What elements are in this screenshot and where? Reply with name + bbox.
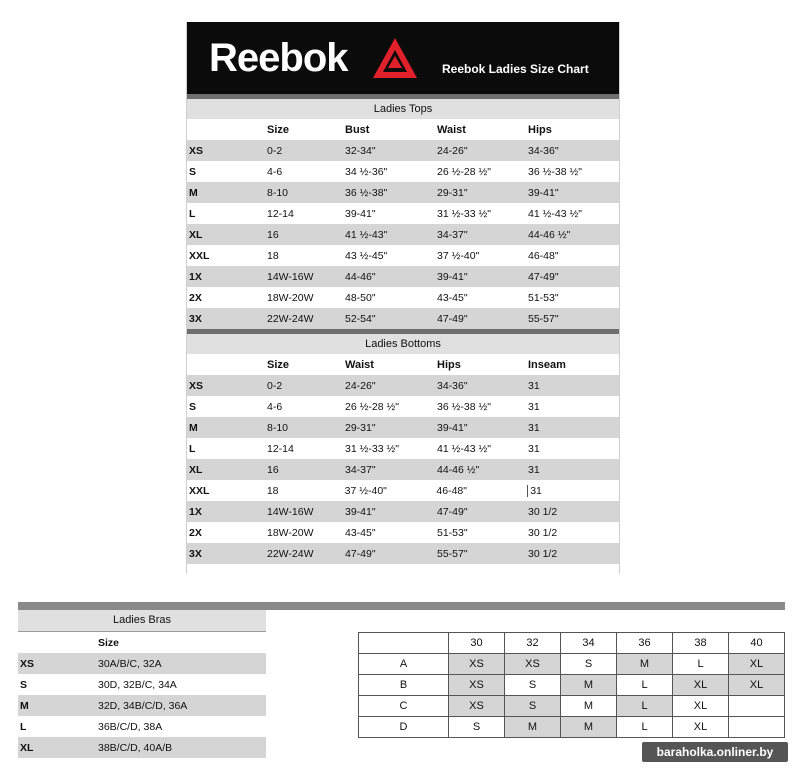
table-row: [187, 266, 619, 287]
grid-cell: [729, 696, 785, 717]
bras-row: [18, 737, 266, 758]
chart-title: Reebok Ladies Size Chart: [442, 62, 589, 76]
grid-row: [359, 675, 785, 696]
table-row: [187, 438, 619, 459]
table-row: [187, 396, 619, 417]
measure-cell: 46-48": [436, 484, 467, 497]
numeric-size: 0-2: [267, 379, 283, 392]
bra-size-label: XS: [20, 657, 35, 670]
table-row: [187, 140, 619, 161]
measure-cell: 36 ½-38 ½": [528, 165, 582, 178]
grid-cell: M: [561, 717, 617, 738]
bra-size-label: S: [20, 678, 28, 691]
size-label: 3X: [189, 312, 202, 325]
measure-cell: 41 ½-43 ½": [437, 442, 491, 455]
grid-cell: L: [673, 654, 729, 675]
grid-cell: XS: [505, 654, 561, 675]
measure-cell: 36 ½-38": [345, 186, 388, 199]
measure-cell: 31 ½-33 ½": [437, 207, 491, 220]
grid-cell: S: [505, 675, 561, 696]
cup-label: B: [359, 675, 449, 696]
reebok-delta-logo-icon: [371, 36, 419, 80]
grid-cell: L: [617, 675, 673, 696]
bra-size-range: 32D, 34B/C/D, 36A: [98, 699, 188, 712]
grid-cell: S: [449, 717, 505, 738]
table-row: [187, 522, 619, 543]
table-header-row: [187, 119, 619, 140]
measure-cell: 31: [527, 485, 619, 497]
measure-cell: 39-41": [437, 270, 468, 283]
grid-cell: [729, 717, 785, 738]
measure-cell: 47-49": [345, 547, 376, 560]
measure-cell: 44-46 ½": [437, 463, 480, 476]
grid-cell: M: [561, 675, 617, 696]
cup-label: A: [359, 654, 449, 675]
measure-cell: 43 ½-45": [345, 249, 388, 262]
bottoms-title: Ladies Bottoms: [187, 334, 619, 354]
numeric-size: 16: [267, 463, 279, 476]
band-size-header: 34: [561, 633, 617, 654]
table-header-row: [187, 354, 619, 375]
watermark: baraholka.onliner.by: [642, 742, 788, 762]
grid-cell: S: [561, 654, 617, 675]
measure-cell: 47-49": [528, 270, 559, 283]
measure-cell: 31: [528, 400, 540, 413]
measure-cell: 31 ½-33 ½": [345, 442, 399, 455]
tops-table: [187, 119, 619, 329]
measure-cell: 41 ½-43": [345, 228, 388, 241]
measure-cell: 31: [528, 442, 540, 455]
grid-cell: L: [617, 717, 673, 738]
table-row: [187, 224, 619, 245]
column-header: Bust: [345, 123, 370, 136]
table-row: [187, 459, 619, 480]
measure-cell: 43-45": [437, 291, 468, 304]
measure-cell: 32-34": [345, 144, 376, 157]
measure-cell: 34-37": [437, 228, 468, 241]
band-size-header: 40: [729, 633, 785, 654]
size-label: XL: [189, 463, 203, 476]
grid-row: [359, 696, 785, 717]
bras-row: [18, 695, 266, 716]
measure-cell: 29-31": [345, 421, 376, 434]
measure-cell: 46-48": [528, 249, 559, 262]
table-row: [187, 543, 619, 564]
numeric-size: 22W-24W: [267, 312, 314, 325]
size-label: XL: [189, 228, 203, 241]
bra-size-label: XL: [20, 741, 34, 754]
grid-cell: XL: [673, 696, 729, 717]
table-row: [187, 308, 619, 329]
measure-cell: 44-46 ½": [528, 228, 571, 241]
bras-row: [18, 716, 266, 737]
bra-size-label: L: [20, 720, 27, 733]
grid-cell: M: [617, 654, 673, 675]
measure-cell: 26 ½-28 ½": [345, 400, 399, 413]
band-size-header: 30: [449, 633, 505, 654]
grid-header-row: [359, 633, 785, 654]
numeric-size: 14W-16W: [267, 505, 314, 518]
size-label: L: [189, 207, 196, 220]
column-header: Size: [267, 123, 290, 136]
numeric-size: 18W-20W: [267, 526, 314, 539]
numeric-size: 12-14: [267, 442, 294, 455]
bras-title: Ladies Bras: [18, 610, 266, 632]
grid-row: [359, 654, 785, 675]
numeric-size: 12-14: [267, 207, 294, 220]
grid-cell: XL: [673, 675, 729, 696]
measure-cell: 39-41": [437, 421, 468, 434]
measure-cell: 51-53": [437, 526, 468, 539]
grid-cell: XL: [673, 717, 729, 738]
measure-cell: 36 ½-38 ½": [437, 400, 491, 413]
numeric-size: 4-6: [267, 400, 283, 413]
size-label: XS: [189, 144, 204, 157]
numeric-size: 4-6: [267, 165, 283, 178]
measure-cell: 34-37": [345, 463, 376, 476]
bra-size-range: 30A/B/C, 32A: [98, 657, 162, 670]
bra-size-range: 38B/C/D, 40A/B: [98, 741, 173, 754]
bra-size-range: 36B/C/D, 38A: [98, 720, 163, 733]
grid-cell: M: [505, 717, 561, 738]
size-label: XXL: [189, 484, 210, 497]
cup-label: C: [359, 696, 449, 717]
table-row: [187, 182, 619, 203]
measure-cell: 55-57": [437, 547, 468, 560]
cup-label: D: [359, 717, 449, 738]
measure-cell: 48-50": [345, 291, 376, 304]
column-header: Size: [98, 636, 120, 649]
size-label: M: [189, 186, 198, 199]
measure-cell: 34 ½-36": [345, 165, 388, 178]
measure-cell: 34-36": [528, 144, 559, 157]
column-header: Waist: [345, 358, 374, 371]
size-label: 1X: [189, 270, 202, 283]
bras-header-row: [18, 632, 266, 653]
measure-cell: 30 1/2: [528, 547, 558, 560]
numeric-size: 8-10: [267, 421, 289, 434]
measure-cell: 29-31": [437, 186, 468, 199]
grid-cell: XS: [449, 696, 505, 717]
measure-cell: 31: [528, 463, 540, 476]
bra-size-range: 30D, 32B/C, 34A: [98, 678, 177, 691]
numeric-size: 0-2: [267, 144, 283, 157]
bra-size-grid: [358, 632, 785, 738]
measure-cell: 55-57": [528, 312, 559, 325]
measure-cell: 39-41": [345, 207, 376, 220]
numeric-size: 16: [267, 228, 279, 241]
measure-cell: 37 ½-40": [344, 484, 387, 497]
column-header: Hips: [528, 123, 552, 136]
grid-row: [359, 717, 785, 738]
band-size-header: 36: [617, 633, 673, 654]
column-header: Size: [267, 358, 290, 371]
measure-cell: 43-45": [345, 526, 376, 539]
size-label: S: [189, 400, 197, 413]
size-label: L: [189, 442, 196, 455]
table-row: [187, 203, 619, 224]
size-label: XS: [189, 379, 204, 392]
measure-cell: 47-49": [437, 505, 468, 518]
measure-cell: 31: [528, 379, 540, 392]
size-chart: [186, 22, 620, 574]
measure-cell: 44-46": [345, 270, 376, 283]
band-size-header: 32: [505, 633, 561, 654]
bras-row: [18, 674, 266, 695]
grid-cell: XS: [449, 654, 505, 675]
measure-cell: 41 ½-43 ½": [528, 207, 582, 220]
numeric-size: 18W-20W: [267, 291, 314, 304]
size-label: 2X: [189, 526, 202, 539]
tops-title: Ladies Tops: [187, 99, 619, 119]
size-label: S: [189, 165, 197, 178]
bras-row: [18, 653, 266, 674]
measure-cell: 24-26": [437, 144, 468, 157]
size-label: 1X: [189, 505, 202, 518]
table-row: [187, 161, 619, 182]
column-header: Waist: [437, 123, 466, 136]
grid-corner: [359, 633, 449, 654]
numeric-size: 14W-16W: [267, 270, 314, 283]
measure-cell: 37 ½-40": [437, 249, 480, 262]
grid-cell: XS: [449, 675, 505, 696]
numeric-size: 8-10: [267, 186, 289, 199]
grid-cell: L: [617, 696, 673, 717]
grid-cell: M: [561, 696, 617, 717]
chart-header: [187, 22, 619, 94]
measure-cell: 24-26": [345, 379, 376, 392]
grid-cell: XL: [729, 654, 785, 675]
measure-cell: 31: [528, 421, 540, 434]
numeric-size: 18: [266, 484, 279, 497]
bras-table: [18, 610, 266, 758]
table-row: [187, 375, 619, 396]
measure-cell: 30 1/2: [528, 526, 558, 539]
size-label: XXL: [189, 249, 210, 262]
measure-cell: 39-41": [345, 505, 376, 518]
measure-cell: 39-41": [528, 186, 559, 199]
size-label: 2X: [189, 291, 202, 304]
table-row: [187, 287, 619, 308]
measure-cell: 30 1/2: [528, 505, 558, 518]
measure-cell: 52-54": [345, 312, 376, 325]
bottoms-table: [187, 354, 619, 564]
measure-cell: 26 ½-28 ½": [437, 165, 491, 178]
size-label: 3X: [189, 547, 202, 560]
column-header: Inseam: [528, 358, 566, 371]
table-row: [187, 501, 619, 522]
measure-cell: 47-49": [437, 312, 468, 325]
numeric-size: 18: [267, 249, 279, 262]
bra-size-label: M: [20, 699, 29, 712]
grid-cell: XL: [729, 675, 785, 696]
measure-cell: 34-36": [437, 379, 468, 392]
grid-cell: S: [505, 696, 561, 717]
table-row: [187, 417, 619, 438]
bras-divider: [18, 602, 785, 610]
measure-cell: 51-53": [528, 291, 559, 304]
table-row: [187, 245, 619, 266]
column-header: Hips: [437, 358, 461, 371]
band-size-header: 38: [673, 633, 729, 654]
size-label: M: [189, 421, 198, 434]
table-row: [187, 480, 619, 501]
numeric-size: 22W-24W: [267, 547, 314, 560]
brand-logo-text: Reebok: [209, 36, 348, 80]
